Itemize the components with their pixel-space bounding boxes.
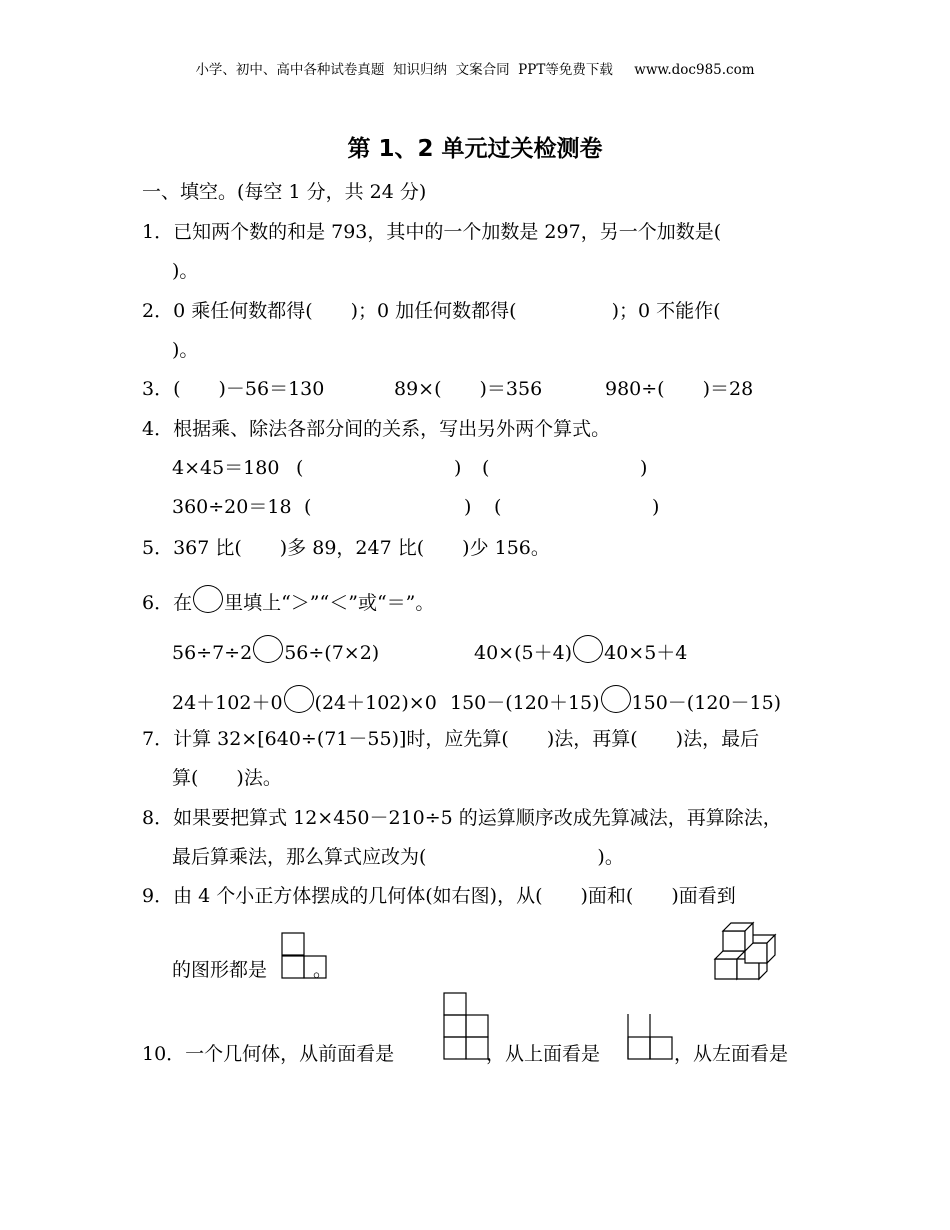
expr-a-left: 56÷7÷2 [172, 642, 253, 664]
top-view-shape-icon [626, 1013, 674, 1061]
q6-prefix: 6．在 [142, 592, 193, 614]
paren-open: ( [304, 496, 312, 518]
expr-d-right: 150－(120－15) [631, 692, 782, 714]
expr-b-right: 40×5＋4 [604, 642, 688, 664]
q9-text-b: 。 [313, 959, 333, 981]
paren-open: ( [494, 496, 502, 518]
circle-blank[interactable] [284, 685, 314, 713]
question-8-line-2: 最后算乘法，那么算式应改为( )。 [172, 846, 624, 868]
question-9-line-1: 9．由 4 个小正方体摆成的几何体(如右图)，从( )面和( )面看到 [142, 885, 736, 907]
section-heading: 一、填空。(每空 1 分，共 24 分) [142, 181, 427, 203]
circle-blank[interactable] [601, 685, 631, 713]
paren-close: ) [640, 457, 648, 479]
question-1-line-1: 1．已知两个数的和是 793，其中的一个加数是 297，另一个加数是( [142, 221, 722, 243]
compare-row-1-right [474, 635, 687, 665]
question-6-line-1 [142, 585, 434, 615]
compare-row-2-right [450, 685, 781, 715]
expr-b-left: 40×(5＋4) [474, 642, 573, 664]
page-header: 小学、初中、高中各种试卷真题 知识归纳 文案合同 PPT等免费下载 www.doc985.com [195, 62, 755, 78]
question-8-line-1: 8．如果要把算式 12×450－210÷5 的运算顺序改成先算减法，再算除法， [142, 807, 782, 829]
q6-instruction: 里填上“＞”“＜”或“＝”。 [224, 592, 435, 614]
expr-c-right: (24＋102)×0 [314, 692, 437, 714]
expr-d-left: 150－(120＋15) [450, 692, 600, 714]
question-10-part-c: ，从左面看是 [674, 1043, 789, 1065]
question-1-line-2: )。 [172, 260, 199, 282]
cube-stack-icon [710, 913, 780, 983]
question-4-equation-2: 360÷20＝18 [172, 496, 292, 518]
circle-blank[interactable] [573, 635, 603, 663]
paren-close: ) [464, 496, 472, 518]
question-4-equation-1: 4×45＝180 [172, 457, 280, 479]
question-2-line-2: )。 [172, 339, 199, 361]
expr-a-right: 56÷(7×2) [284, 642, 380, 664]
question-7-line-1: 7．计算 32×[640÷(71－55)]时，应先算( )法，再算( )法，最后 [142, 728, 760, 750]
front-view-shape-icon [441, 992, 491, 1062]
paren-close: ) [652, 496, 660, 518]
question-4-line-1: 4．根据乘、除法各部分间的关系，写出另外两个算式。 [142, 418, 611, 440]
question-2-line-1: 2．0 乘任何数都得( )；0 加任何数都得( )；0 不能作( [142, 300, 721, 322]
question-3-part-a: 3．( )－56＝130 [142, 378, 325, 400]
paren-close: ) [454, 457, 462, 479]
circle-blank[interactable] [193, 585, 223, 613]
question-3-part-c: 980÷( )＝28 [605, 378, 754, 400]
q9-text-a: 的图形都是 [172, 959, 268, 981]
compare-row-2-left [172, 685, 437, 715]
page-title: 第 1、2 单元过关检测卷 [347, 136, 603, 162]
question-10-part-a: 10．一个几何体，从前面看是 [142, 1043, 395, 1065]
expr-c-left: 24＋102＋0 [172, 692, 283, 714]
circle-blank[interactable] [253, 635, 283, 663]
question-10-part-b: ，从上面看是 [486, 1043, 601, 1065]
compare-row-1-left [172, 635, 379, 665]
paren-open: ( [482, 457, 490, 479]
question-5: 5．367 比( )多 89，247 比( )少 156。 [142, 537, 550, 559]
view-shape-icon [281, 932, 329, 980]
paren-open: ( [296, 457, 304, 479]
question-3-part-b: 89×( )＝356 [394, 378, 543, 400]
question-7-line-2: 算( )法。 [172, 767, 282, 789]
